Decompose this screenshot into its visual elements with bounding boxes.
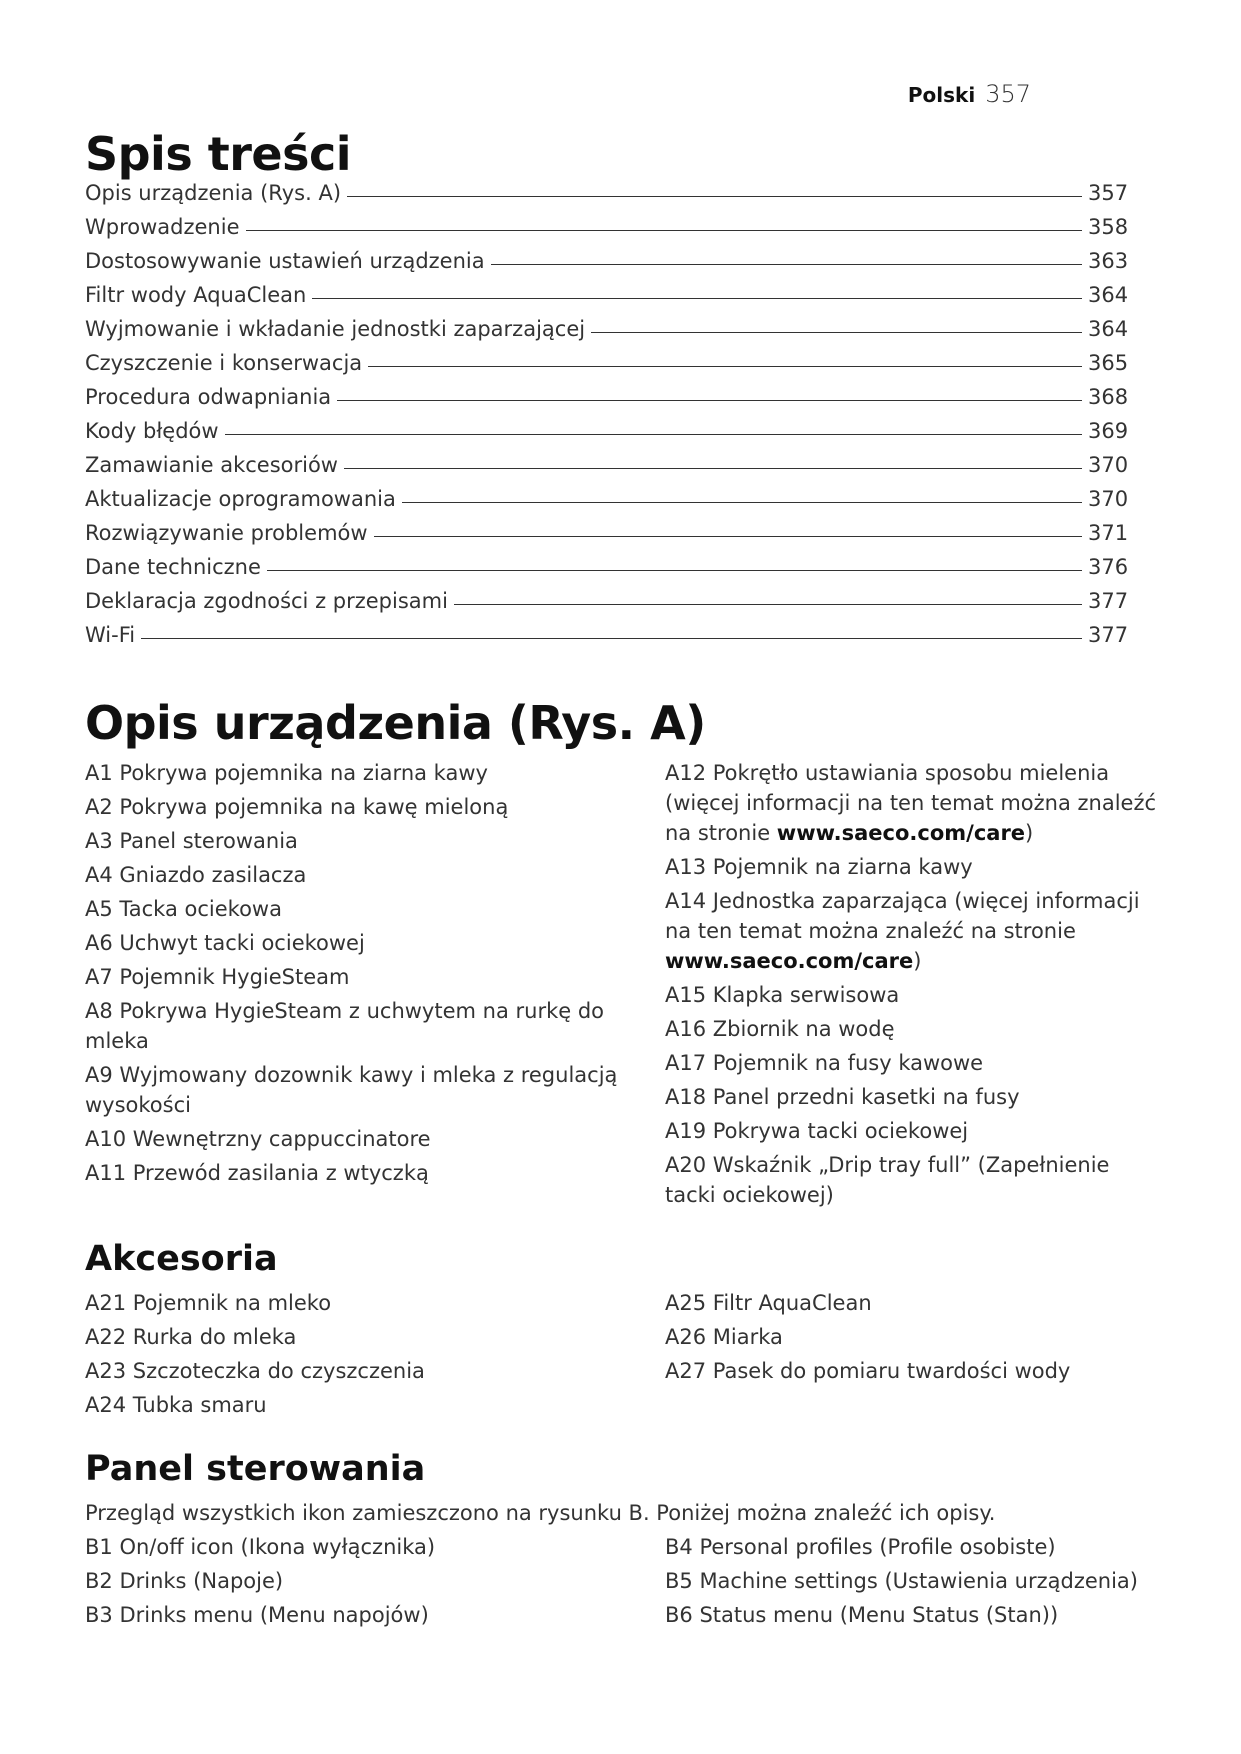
toc-entry-title: Deklaracja zgodności z przepisami — [85, 588, 448, 613]
page-content — [85, 128, 1165, 1634]
accessory-item: A21 Pojemnik na mleko — [85, 1290, 332, 1315]
language-label: Polski — [907, 83, 976, 107]
part-item-text: A12 Pokrętło ustawiania sposobu mielenia (więcej informacji na ten temat można znaleźć na stronie — [665, 760, 1157, 845]
toc-leader-line — [337, 400, 1082, 401]
toc-leader-line — [591, 332, 1082, 333]
accessories-list — [85, 1288, 1165, 1424]
control-panel-title: Panel sterowania — [85, 1448, 426, 1489]
control-panel-intro: Przegląd wszystkich ikon zamieszczono na rysunku B. Poniżej można znaleźć ich opisy. — [85, 1500, 996, 1525]
toc-leader-line — [368, 366, 1082, 367]
toc-entry-title: Czyszczenie i konserwacja — [85, 350, 363, 375]
part-item: A5 Tacka ociekowa — [85, 896, 282, 921]
part-item: A16 Zbiornik na wodę — [665, 1016, 895, 1041]
toc-leader-line — [312, 298, 1082, 299]
toc-entry-page: 358 — [1088, 214, 1129, 239]
toc-entry-title: Rozwiązywanie problemów — [85, 520, 368, 545]
toc-entry[interactable] — [85, 317, 1130, 351]
part-item: A15 Klapka serwisowa — [665, 982, 900, 1007]
toc-entry-title: Dostosowywanie ustawień urządzenia — [85, 248, 485, 273]
toc-entry-page: 370 — [1088, 452, 1129, 477]
icons-left-column — [85, 1532, 665, 1634]
part-item: A9 Wyjmowany dozownik kawy i mleka z regulacją wysokości — [85, 1062, 618, 1117]
toc-entry-page: 357 — [1088, 180, 1129, 205]
part-item-text-end: ) — [913, 948, 922, 973]
toc-entry-page: 371 — [1088, 520, 1129, 545]
icon-item: B1 On/off icon (Ikona wyłącznika) — [85, 1534, 436, 1559]
part-item: A13 Pojemnik na ziarna kawy — [665, 854, 973, 879]
part-item — [665, 886, 1165, 976]
part-item: A6 Uchwyt tacki ociekowej — [85, 930, 365, 955]
part-item: A2 Pokrywa pojemnika na kawę mieloną — [85, 794, 509, 819]
part-item: A4 Gniazdo zasilacza — [85, 862, 307, 887]
toc-entry[interactable] — [85, 181, 1130, 215]
accessories-title: Akcesoria — [85, 1238, 278, 1279]
accessory-item: A24 Tubka smaru — [85, 1392, 267, 1417]
part-item: A17 Pojemnik na fusy kawowe — [665, 1050, 984, 1075]
toc-entry-title: Opis urządzenia (Rys. A) — [85, 180, 342, 205]
toc-leader-line — [246, 230, 1083, 231]
toc-entry[interactable] — [85, 521, 1130, 555]
saeco-care-link[interactable]: www.saeco.com/care — [665, 948, 914, 973]
icon-item: B3 Drinks menu (Menu napojów) — [85, 1602, 429, 1627]
part-item-text-end: ) — [1025, 820, 1034, 845]
part-item: A20 Wskaźnik „Drip tray full” (Zapełnienie tacki ociekowej) — [665, 1152, 1110, 1207]
control-panel-icons-list — [85, 1532, 1165, 1634]
accessories-left-column — [85, 1288, 665, 1424]
icons-right-column — [665, 1532, 1165, 1634]
part-item: A18 Panel przedni kasetki na fusy — [665, 1084, 1020, 1109]
toc-entry-title: Dane techniczne — [85, 554, 261, 579]
accessory-item: A23 Szczoteczka do czyszczenia — [85, 1358, 425, 1383]
toc-entry[interactable] — [85, 487, 1130, 521]
toc-leader-line — [374, 536, 1082, 537]
accessory-item: A22 Rurka do mleka — [85, 1324, 297, 1349]
toc-leader-line — [344, 468, 1082, 469]
toc-entry-page: 369 — [1088, 418, 1129, 443]
toc-leader-line — [225, 434, 1082, 435]
toc-entry-title: Filtr wody AquaClean — [85, 282, 307, 307]
toc-entry[interactable] — [85, 589, 1130, 623]
toc-entry[interactable] — [85, 623, 1130, 657]
toc-leader-line — [491, 264, 1082, 265]
toc-entry[interactable] — [85, 249, 1130, 283]
table-of-contents — [85, 181, 1130, 657]
toc-entry-page: 365 — [1088, 350, 1129, 375]
part-item: A3 Panel sterowania — [85, 828, 298, 853]
toc-entry-title: Wprowadzenie — [85, 214, 240, 239]
toc-entry-page: 370 — [1088, 486, 1129, 511]
toc-entry[interactable] — [85, 419, 1130, 453]
device-section-title: Opis urządzenia (Rys. A) — [85, 695, 706, 750]
toc-entry[interactable] — [85, 283, 1130, 317]
toc-leader-line — [141, 638, 1082, 639]
accessory-item: A25 Filtr AquaClean — [665, 1290, 872, 1315]
accessory-item: A26 Miarka — [665, 1324, 783, 1349]
page-header — [908, 80, 1031, 108]
icon-item: B2 Drinks (Napoje) — [85, 1568, 284, 1593]
device-parts-right-column — [665, 758, 1165, 1214]
icon-item: B5 Machine settings (Ustawienia urządzenia) — [665, 1568, 1138, 1593]
toc-entry-page: 377 — [1088, 588, 1129, 613]
toc-entry[interactable] — [85, 351, 1130, 385]
toc-leader-line — [347, 196, 1082, 197]
toc-entry-title: Procedura odwapniania — [85, 384, 332, 409]
part-item: A10 Wewnętrzny cappuccinatore — [85, 1126, 431, 1151]
part-item: A19 Pokrywa tacki ociekowej — [665, 1118, 969, 1143]
toc-leader-line — [267, 570, 1082, 571]
toc-entry-title: Kody błędów — [85, 418, 219, 443]
toc-entry-page: 377 — [1088, 622, 1129, 647]
toc-entry[interactable] — [85, 453, 1130, 487]
part-item: A11 Przewód zasilania z wtyczką — [85, 1160, 429, 1185]
toc-leader-line — [402, 502, 1082, 503]
saeco-care-link[interactable]: www.saeco.com/care — [776, 820, 1026, 845]
toc-entry[interactable] — [85, 385, 1130, 419]
toc-leader-line — [454, 604, 1082, 605]
part-item: A7 Pojemnik HygieSteam — [85, 964, 350, 989]
icon-item: B4 Personal profiles (Profile osobiste) — [665, 1534, 1056, 1559]
toc-entry-page: 376 — [1088, 554, 1129, 579]
icon-item: B6 Status menu (Menu Status (Stan)) — [665, 1602, 1059, 1627]
toc-entry-page: 364 — [1088, 316, 1129, 341]
toc-entry-page: 364 — [1088, 282, 1129, 307]
part-item — [665, 758, 1165, 848]
page-number: 357 — [985, 80, 1031, 108]
toc-entry-title: Wi-Fi — [85, 622, 136, 647]
toc-entry-page: 363 — [1088, 248, 1129, 273]
accessory-item: A27 Pasek do pomiaru twardości wody — [665, 1358, 1071, 1383]
device-parts-list — [85, 758, 1165, 1214]
toc-entry-title: Aktualizacje oprogramowania — [85, 486, 396, 511]
toc-entry-title: Zamawianie akcesoriów — [85, 452, 338, 477]
toc-entry-title: Wyjmowanie i wkładanie jednostki zaparzającej — [85, 316, 586, 341]
device-parts-left-column — [85, 758, 665, 1214]
part-item: A1 Pokrywa pojemnika na ziarna kawy — [85, 760, 488, 785]
toc-title: Spis treści — [85, 127, 352, 181]
toc-entry[interactable] — [85, 215, 1130, 249]
part-item-text: A14 Jednostka zaparzająca (więcej informacji na ten temat można znaleźć na stronie — [665, 888, 1140, 943]
toc-entry-page: 368 — [1088, 384, 1129, 409]
accessories-right-column — [665, 1288, 1165, 1424]
toc-entry[interactable] — [85, 555, 1130, 589]
part-item: A8 Pokrywa HygieSteam z uchwytem na rurkę do mleka — [85, 998, 605, 1053]
